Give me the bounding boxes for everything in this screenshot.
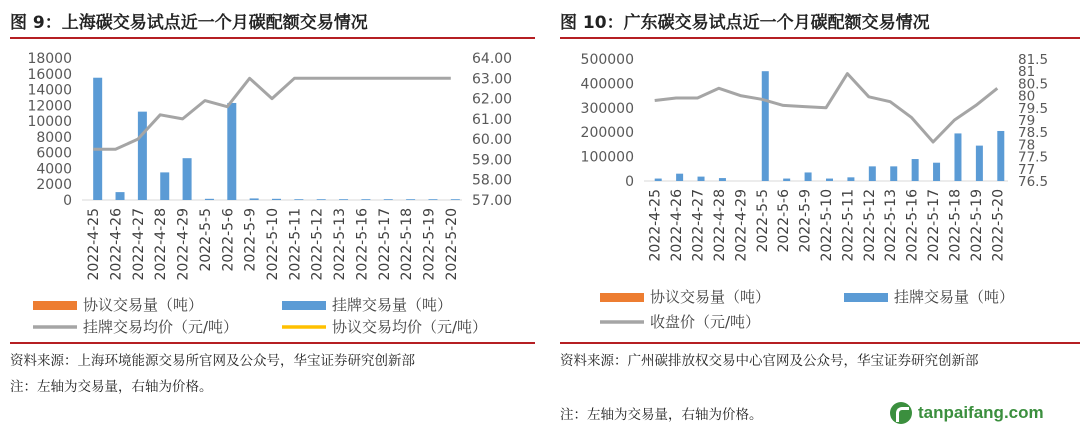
left-figure — [10, 0, 535, 436]
right-figure — [560, 0, 1080, 436]
left-bar-listing — [272, 199, 281, 200]
right-right-tick-label: 78 — [1018, 137, 1036, 154]
right-bar-listing — [676, 174, 683, 181]
left-left-tick-label: 16000 — [27, 66, 72, 83]
right-left-tick-label: 100000 — [580, 149, 634, 166]
left-bar-listing — [138, 112, 147, 200]
left-bar-listing — [339, 199, 348, 200]
left-right-tick-label: 58.00 — [472, 172, 513, 189]
right-price-line — [655, 74, 998, 142]
right-bar-listing — [698, 177, 705, 181]
right-bar-listing — [762, 71, 769, 181]
left-bar-listing — [406, 199, 415, 200]
left-left-tick-label: 0 — [63, 193, 72, 209]
right-legend-label: 挂牌交易量（吨） — [894, 288, 1015, 306]
left-right-tick-label: 62.00 — [472, 91, 513, 108]
left-bar-listing — [384, 199, 393, 200]
left-legend-label: 挂牌交易量（吨） — [332, 296, 453, 314]
logo-text: tanpaifang.com — [918, 403, 1044, 422]
left-bar-listing — [227, 103, 236, 200]
right-legend-swatch — [600, 293, 644, 302]
left-left-tick-label: 2000 — [36, 177, 72, 194]
left-bar-listing — [428, 199, 437, 200]
right-left-tick-label: 500000 — [580, 52, 634, 68]
left-bar-listing — [205, 199, 214, 200]
left-note: 注：左轴为交易量，右轴为价格。 — [10, 379, 213, 395]
left-category-label: 2022-4-28 — [153, 208, 170, 281]
right-category-label: 2022-5-11 — [840, 189, 857, 262]
left-left-tick-label: 8000 — [36, 129, 72, 146]
left-right-tick-label: 63.00 — [472, 71, 513, 88]
right-left-tick-label: 0 — [625, 174, 634, 190]
leaf-icon — [890, 402, 912, 424]
left-left-tick-label: 14000 — [27, 82, 72, 99]
right-bar-listing — [655, 179, 662, 181]
left-bar-listing — [361, 199, 370, 200]
right-bar-listing — [783, 179, 790, 181]
left-legend-swatch — [282, 301, 326, 310]
left-category-label: 2022-5-9 — [242, 208, 259, 272]
right-category-label: 2022-4-25 — [647, 189, 664, 262]
left-title: 图 9：上海碳交易试点近一个月碳配额交易情况 — [10, 13, 368, 33]
right-right-tick-label: 81 — [1018, 64, 1036, 81]
left-chart — [10, 42, 535, 342]
right-category-label: 2022-5-9 — [797, 189, 814, 253]
right-bar-listing — [719, 178, 726, 181]
right-legend-swatch — [844, 293, 888, 302]
left-right-tick-label: 59.00 — [472, 152, 513, 169]
left-source: 资料来源：上海环境能源交易所官网及公众号，华宝证券研究创新部 — [10, 353, 415, 369]
right-bar-listing — [954, 133, 961, 181]
right-left-tick-label: 400000 — [580, 76, 634, 93]
left-legend-label: 协议交易量（吨） — [83, 296, 204, 314]
left-left-tick-label: 12000 — [27, 98, 72, 115]
right-right-tick-label: 81.5 — [1018, 52, 1049, 68]
right-right-tick-label: 78.5 — [1018, 125, 1049, 142]
right-category-label: 2022-4-26 — [669, 189, 686, 262]
left-category-label: 2022-5-6 — [220, 208, 237, 272]
right-category-label: 2022-5-10 — [819, 189, 835, 262]
right-bar-listing — [933, 163, 940, 181]
right-right-tick-label: 80 — [1018, 88, 1036, 105]
left-legend-label: 协议交易均价（元/吨） — [332, 318, 488, 336]
right-right-tick-label: 76.5 — [1018, 174, 1049, 190]
right-category-label: 2022-4-29 — [733, 189, 750, 262]
left-category-label: 2022-5-11 — [287, 208, 304, 281]
right-legend-label: 收盘价（元/吨） — [650, 313, 761, 331]
left-right-tick-label: 60.00 — [472, 132, 513, 149]
right-bar-listing — [890, 166, 897, 181]
left-category-label: 2022-5-10 — [265, 208, 281, 281]
right-category-label: 2022-5-17 — [926, 189, 943, 262]
right-source: 资料来源：广州碳排放权交易中心官网及公众号，华宝证券研究创新部 — [560, 353, 979, 369]
right-right-tick-label: 79.5 — [1018, 100, 1049, 117]
left-category-label: 2022-5-13 — [332, 208, 349, 281]
right-right-tick-label: 77 — [1018, 161, 1036, 178]
left-category-label: 2022-5-20 — [443, 207, 460, 281]
right-category-label: 2022-5-18 — [947, 189, 964, 262]
left-right-tick-label: 57.00 — [472, 193, 513, 209]
right-bar-listing — [869, 166, 876, 181]
right-title-rule — [560, 37, 1080, 39]
left-left-tick-label: 4000 — [36, 161, 72, 178]
right-category-label: 2022-5-13 — [883, 189, 900, 262]
left-bar-listing — [183, 158, 192, 200]
right-source-rule — [560, 342, 1080, 344]
right-title: 图 10：广东碳交易试点近一个月碳配额交易情况 — [560, 13, 930, 33]
right-bar-listing — [912, 159, 919, 181]
right-left-tick-label: 200000 — [580, 125, 634, 142]
left-legend-label: 挂牌交易均价（元/吨） — [83, 318, 239, 336]
left-bar-listing — [160, 172, 169, 200]
left-bar-listing — [451, 199, 460, 200]
left-legend-swatch — [33, 301, 77, 310]
left-category-label: 2022-5-16 — [354, 208, 371, 281]
right-left-tick-label: 300000 — [580, 100, 634, 117]
left-bar-listing — [294, 199, 303, 200]
left-category-label: 2022-5-17 — [376, 208, 393, 281]
left-category-label: 2022-5-5 — [197, 207, 214, 272]
left-category-label: 2022-4-25 — [86, 208, 103, 281]
left-bar-listing — [250, 198, 259, 200]
left-title-rule — [10, 37, 535, 39]
left-left-tick-label: 10000 — [27, 114, 72, 131]
right-category-label: 2022-5-5 — [754, 189, 771, 253]
right-bar-listing — [826, 179, 833, 181]
left-category-label: 2022-4-26 — [108, 208, 125, 281]
left-source-rule — [10, 342, 535, 344]
right-right-tick-label: 80.5 — [1018, 76, 1049, 93]
left-bar-listing — [93, 78, 102, 200]
left-category-label: 2022-5-18 — [399, 208, 416, 281]
right-category-label: 2022-5-12 — [861, 189, 878, 262]
left-left-tick-label: 18000 — [27, 51, 72, 67]
right-category-label: 2022-5-19 — [968, 189, 985, 262]
right-category-label: 2022-5-20 — [990, 189, 1007, 262]
right-bar-listing — [805, 172, 812, 181]
right-right-tick-label: 79 — [1018, 113, 1036, 129]
right-category-label: 2022-4-28 — [711, 189, 728, 262]
left-category-label: 2022-4-27 — [130, 208, 147, 281]
right-bar-listing — [976, 146, 983, 181]
left-right-tick-label: 64.00 — [472, 51, 513, 67]
right-chart — [560, 42, 1080, 342]
left-category-label: 2022-5-12 — [309, 208, 326, 281]
left-category-label: 2022-4-29 — [175, 208, 192, 281]
right-note: 注：左轴为交易量，右轴为价格。 — [560, 407, 763, 423]
right-category-label: 2022-5-6 — [776, 188, 793, 253]
site-logo[interactable] — [890, 402, 1044, 424]
right-category-label: 2022-4-27 — [690, 189, 707, 262]
left-category-label: 2022-5-19 — [421, 208, 438, 281]
right-bar-listing — [847, 177, 854, 181]
right-bar-listing — [997, 131, 1004, 181]
right-right-tick-label: 77.5 — [1018, 149, 1049, 166]
left-right-tick-label: 61.00 — [472, 111, 513, 128]
right-category-label: 2022-5-16 — [904, 189, 921, 262]
left-bar-listing — [317, 199, 326, 200]
left-bar-listing — [116, 192, 125, 200]
right-legend-label: 协议交易量（吨） — [650, 288, 771, 306]
left-left-tick-label: 6000 — [36, 145, 72, 162]
